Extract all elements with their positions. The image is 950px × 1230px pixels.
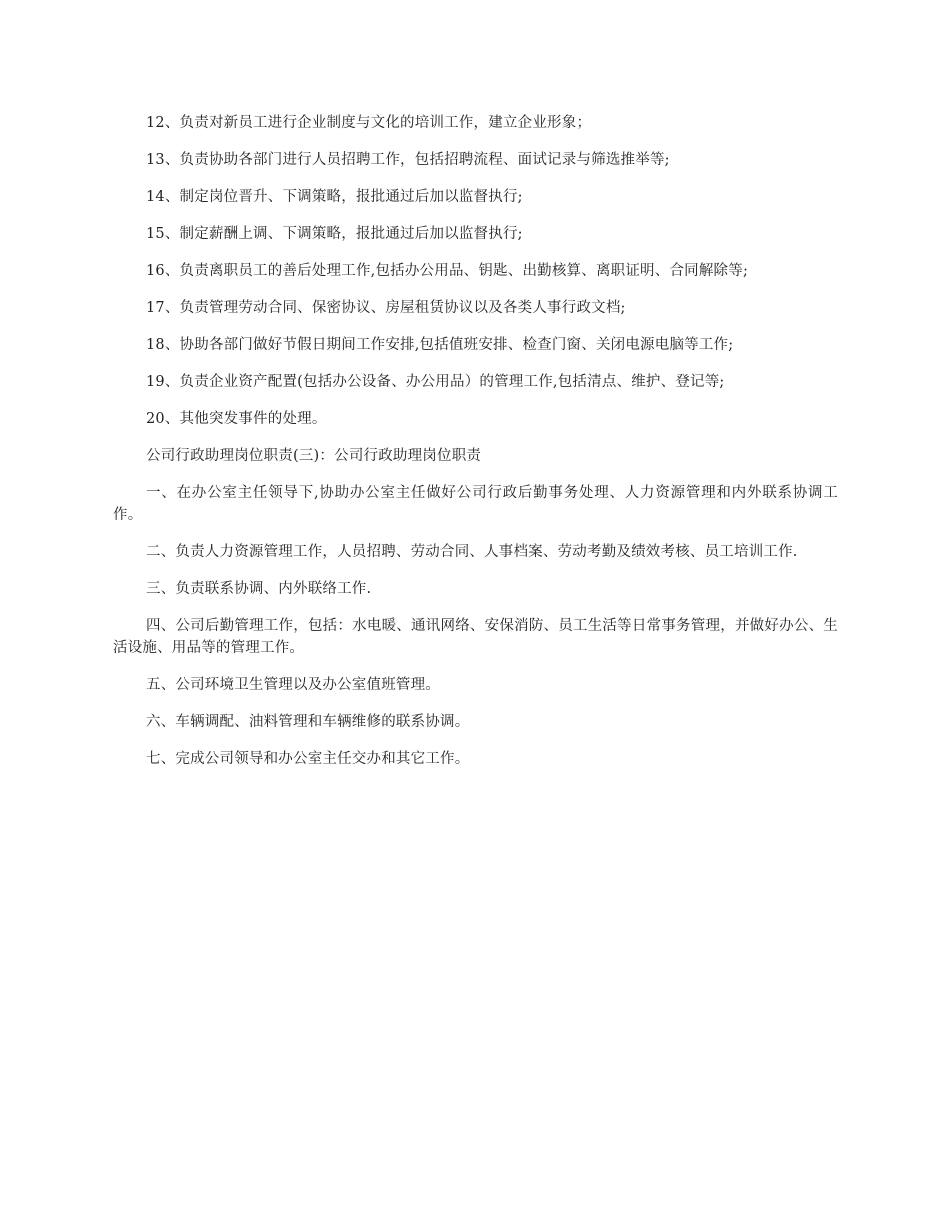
paragraph-item-18: 18、协助各部门做好节假日期间工作安排,包括值班安排、检查门窗、关闭电源电脑等工作; [146, 337, 734, 353]
paragraph-item-20: 20、其他突发事件的处理。 [146, 411, 327, 427]
paragraph-item-19: 19、负责企业资产配置(包括办公设备、办公用品）的管理工作,包括清点、维护、登记等; [146, 374, 725, 390]
duty-item-2: 二、负责人力资源管理工作，人员招聘、劳动合同、人事档案、劳动考勤及绩效考核、员工培训工作. [146, 544, 798, 560]
duty-item-1: 一、在办公室主任领导下,协助办公室主任做好公司行政后勤事务处理、人力资源管理和内外联系协调工作。 [113, 485, 838, 523]
paragraph-item-16: 16、负责离职员工的善后处理工作,包括办公用品、钥匙、出勤核算、离职证明、合同解除等; [146, 263, 749, 279]
duty-item-3: 三、负责联系协调、内外联络工作. [146, 581, 372, 597]
duty-item-7: 七、完成公司领导和办公室主任交办和其它工作。 [146, 751, 470, 767]
section-heading: 公司行政助理岗位职责(三)：公司行政助理岗位职责 [146, 448, 482, 464]
paragraph-item-17: 17、负责管理劳动合同、保密协议、房屋租赁协议以及各类人事行政文档; [146, 300, 626, 316]
duty-item-4: 四、公司后勤管理工作，包括：水电暖、通讯网络、安保消防、员工生活等日常事务管理，并做好办公、生活设施、用品等的管理工作。 [113, 618, 838, 656]
document-body [113, 112, 838, 785]
paragraph-item-15: 15、制定薪酬上调、下调策略，报批通过后加以监督执行; [146, 226, 523, 242]
paragraph-item-14: 14、制定岗位晋升、下调策略，报批通过后加以监督执行; [146, 189, 523, 205]
paragraph-item-12: 12、负责对新员工进行企业制度与文化的培训工作，建立企业形象； [146, 115, 592, 131]
duty-item-6: 六、车辆调配、油料管理和车辆维修的联系协调。 [146, 714, 470, 730]
duty-item-5: 五、公司环境卫生管理以及办公室值班管理。 [146, 677, 440, 693]
paragraph-item-13: 13、负责协助各部门进行人员招聘工作，包括招聘流程、面试记录与筛选推举等; [146, 152, 670, 168]
